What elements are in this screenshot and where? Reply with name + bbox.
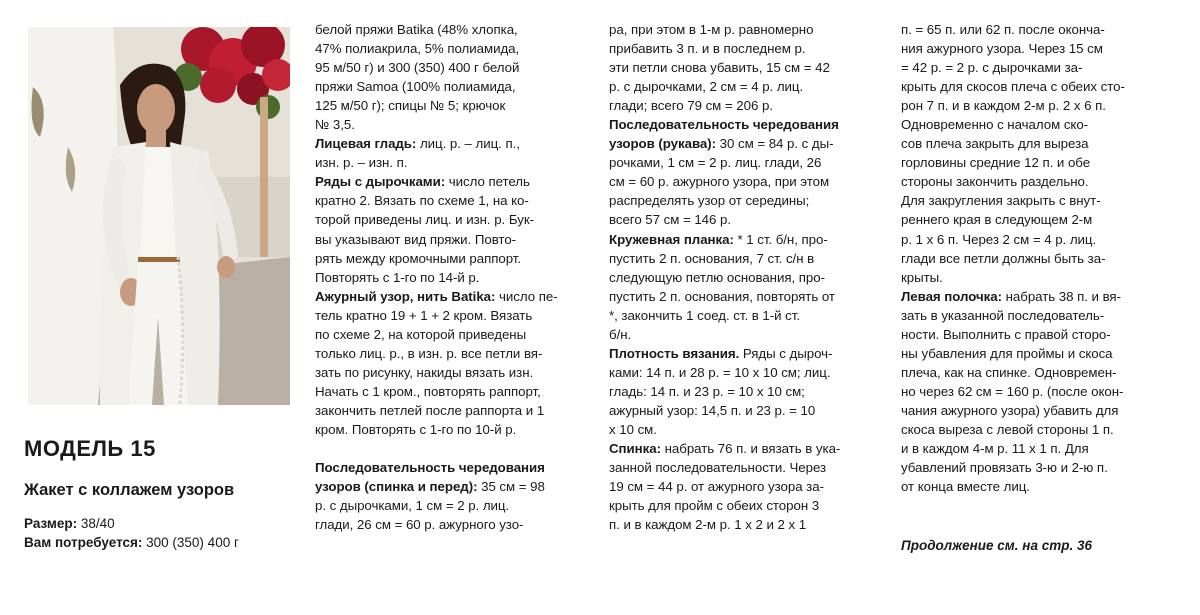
- text-line: [315, 249, 583, 268]
- body-text: ками: 14 п. и 28 р. = 10 х 10 см; лиц.: [609, 364, 831, 380]
- model-title: МОДЕЛЬ 15: [24, 436, 156, 461]
- body-text: эти петли снова убавить, 15 см = 42: [609, 60, 830, 76]
- text-line: [901, 382, 1176, 401]
- text-line: [315, 115, 583, 134]
- text-line: [901, 401, 1176, 420]
- body-text: * 1 ст. б/н, про-: [733, 231, 828, 247]
- text-line: [609, 96, 881, 115]
- body-text: от конца вместе лиц.: [901, 479, 1030, 495]
- text-line: [901, 306, 1176, 325]
- text-line: [315, 134, 583, 153]
- text-line: [609, 268, 881, 287]
- body-text: глади, 26 см = 60 р. ажурного узо-: [315, 517, 524, 533]
- body-text: Начать с 1 кром., повторять раппорт,: [315, 383, 541, 399]
- body-text: только лиц. р., в изн. р. все петли вя-: [315, 345, 543, 361]
- body-text: ажурный узор: 14,5 п. и 23 р. = 10: [609, 402, 816, 418]
- text-line: [315, 458, 583, 477]
- body-text: р. с дырочками, 2 см = 4 р. лиц.: [609, 79, 804, 95]
- body-text: р. 1 х 6 п. Через 2 см = 4 р. лиц.: [901, 231, 1097, 247]
- body-text: следующую петлю основания, про-: [609, 269, 825, 285]
- body-text: плеча, как на спинке. Одновремен-: [901, 364, 1117, 380]
- body-text: Одновременно с началом ско-: [901, 117, 1089, 133]
- body-text: зать по рисунку, накиды вязать изн.: [315, 364, 534, 380]
- photo-illustration: [28, 27, 290, 405]
- text-column-2: [609, 20, 881, 534]
- text-line: [315, 153, 583, 172]
- text-line: [315, 20, 583, 39]
- body-text: закончить петлей после раппорта и 1: [315, 402, 545, 418]
- text-line: [901, 134, 1176, 153]
- body-text: Повторять с 1-го по 14-й р.: [315, 269, 480, 285]
- body-text: крыть для пройм с обеих сторон 3: [609, 498, 820, 514]
- body-text: *, закончить 1 соед. ст. в 1-й ст.: [609, 307, 800, 323]
- text-line: [315, 325, 583, 344]
- text-line: [901, 477, 1176, 496]
- body-text: крыть для скосов плеча с обеих сто-: [901, 79, 1125, 95]
- size-label: Размер:: [24, 516, 78, 531]
- text-line: [901, 420, 1176, 439]
- text-line: [609, 115, 881, 134]
- text-line: [901, 39, 1176, 58]
- text-line: [609, 153, 881, 172]
- text-line: [901, 210, 1176, 229]
- section-heading: Последовательность чередования: [315, 460, 545, 476]
- body-text: сов плеча закрыть для выреза: [901, 136, 1089, 152]
- text-line: [315, 382, 583, 401]
- body-text: п. = 65 п. или 62 п. после оконча-: [901, 22, 1105, 37]
- body-text: 125 м/50 г); спицы № 5; крючок: [315, 98, 506, 114]
- body-text: 30 см = 84 р. с ды-: [716, 136, 834, 152]
- text-line: [901, 230, 1176, 249]
- text-line: [609, 477, 881, 496]
- text-line: [315, 439, 583, 458]
- text-line: [315, 477, 583, 496]
- text-line: [901, 96, 1176, 115]
- text-line: [901, 20, 1176, 39]
- text-line: [315, 496, 583, 515]
- body-text: глади; всего 79 см = 206 р.: [609, 98, 773, 114]
- body-text: 95 м/50 г) и 300 (350) 400 г белой: [315, 60, 520, 76]
- body-text: гладь: 14 п. и 23 р. = 10 х 10 см;: [609, 383, 805, 399]
- body-text: ны убавления для проймы и скоса: [901, 345, 1113, 361]
- section-heading: Кружевная планка:: [609, 231, 734, 247]
- text-line: [609, 344, 881, 363]
- body-text: торой приведены лиц. и изн. р. Бук-: [315, 212, 534, 228]
- section-heading: Лицевая гладь:: [315, 136, 417, 152]
- text-column-1: [315, 20, 583, 534]
- text-line: [315, 306, 583, 325]
- size-value: 38/40: [77, 516, 115, 531]
- body-text: глади все петли должны быть за-: [901, 250, 1106, 266]
- body-text: № 3,5.: [315, 117, 355, 133]
- text-line: [315, 77, 583, 96]
- body-text: пустить 2 п. основания, 7 ст. с/н в: [609, 250, 815, 266]
- model-photo: [28, 27, 290, 405]
- text-line: [609, 496, 881, 515]
- body-text: прибавить 3 п. и в последнем р.: [609, 41, 806, 57]
- body-text: реннего края в следующем 2-м: [901, 212, 1093, 228]
- materials-line: [24, 535, 239, 550]
- text-line: [315, 96, 583, 115]
- body-text: б/н.: [609, 326, 632, 342]
- section-heading: узоров (спинка и перед):: [315, 479, 478, 495]
- text-line: [609, 77, 881, 96]
- section-heading: Ажурный узор, нить Batika:: [315, 288, 496, 304]
- text-line: [901, 115, 1176, 134]
- materials-label: Вам потребуется:: [24, 535, 143, 550]
- text-line: [901, 268, 1176, 287]
- body-text: кратно 2. Вязать по схеме 1, на ко-: [315, 193, 529, 209]
- text-line: [901, 344, 1176, 363]
- text-line: [609, 306, 881, 325]
- body-text: рон 7 п. и в каждом 2-м р. 2 х 6 п.: [901, 98, 1106, 114]
- text-line: [609, 382, 881, 401]
- section-heading: Левая полочка:: [901, 288, 1002, 304]
- text-line: [609, 210, 881, 229]
- body-text: набрать 76 п. и вязать в ука-: [660, 441, 841, 457]
- body-text: крыты.: [901, 269, 943, 285]
- body-text: лиц. р. – лиц. п.,: [416, 136, 520, 152]
- text-line: [315, 515, 583, 534]
- text-line: [609, 515, 881, 534]
- body-text: ния ажурного узора. Через 15 см: [901, 41, 1103, 57]
- section-heading: Спинка:: [609, 441, 661, 457]
- body-text: х 10 см.: [609, 421, 657, 437]
- text-line: [901, 153, 1176, 172]
- text-line: [315, 39, 583, 58]
- body-text: ра, при этом в 1-м р. равномерно: [609, 22, 814, 37]
- body-text: 19 см = 44 р. от ажурного узора за-: [609, 479, 824, 495]
- text-line: [315, 344, 583, 363]
- text-line: [901, 249, 1176, 268]
- text-line: [315, 172, 583, 191]
- text-line: [609, 134, 881, 153]
- body-text: Для закругления закрыть с внут-: [901, 193, 1101, 209]
- text-line: [901, 77, 1176, 96]
- text-line: [901, 287, 1176, 306]
- text-line: [315, 230, 583, 249]
- body-text: 35 см = 98: [477, 479, 545, 495]
- text-line: [315, 401, 583, 420]
- text-line: [609, 325, 881, 344]
- text-line: [609, 363, 881, 382]
- text-line: [315, 58, 583, 77]
- text-line: [609, 191, 881, 210]
- body-text: см = 60 р. ажурного узора, при этом: [609, 174, 830, 190]
- section-heading: узоров (рукава):: [609, 136, 717, 152]
- body-text: по схеме 2, на которой приведены: [315, 326, 527, 342]
- body-text: п. и в каждом 2-м р. 1 х 2 и 2 х 1: [609, 517, 807, 533]
- section-heading: Плотность вязания.: [609, 345, 740, 361]
- text-line: [609, 420, 881, 439]
- body-text: скоса выреза с левой стороны 1 п.: [901, 421, 1114, 437]
- body-text: число петель: [445, 174, 530, 190]
- text-line: [901, 458, 1176, 477]
- body-text: распределять узор от середины;: [609, 193, 810, 209]
- body-text: и в каждом 4-м р. 11 х 1 п. Для: [901, 441, 1089, 457]
- body-text: 47% полиакрила, 5% полиамида,: [315, 41, 520, 57]
- body-text: тель кратно 19 + 1 + 2 кром. Вязать: [315, 307, 533, 323]
- body-text: ности. Выполнить с правой сторо-: [901, 326, 1111, 342]
- text-line: [901, 58, 1176, 77]
- body-text: = 42 р. = 2 р. с дырочками за-: [901, 60, 1083, 76]
- body-text: горловины средние 12 п. и обе: [901, 155, 1091, 171]
- body-text: р. с дырочками, 1 см = 2 р. лиц.: [315, 498, 510, 514]
- text-line: [609, 458, 881, 477]
- body-text: кром. Повторять с 1-го по 10-й р.: [315, 421, 517, 437]
- body-text: стороны закончить раздельно.: [901, 174, 1089, 190]
- body-text: рять между кромочными раппорт.: [315, 250, 521, 266]
- text-line: [609, 249, 881, 268]
- model-subtitle: Жакет с коллажем узоров: [24, 481, 235, 499]
- body-text: чания ажурного узора) убавить для: [901, 402, 1119, 418]
- text-line: [901, 325, 1176, 344]
- size-line: [24, 516, 115, 531]
- body-text: занной последовательности. Через: [609, 460, 827, 476]
- text-line: [901, 363, 1176, 382]
- text-line: [901, 172, 1176, 191]
- text-line: [609, 20, 881, 39]
- body-text: но через 62 см = 160 р. (после окон-: [901, 383, 1124, 399]
- text-line: [609, 230, 881, 249]
- text-line: [609, 401, 881, 420]
- text-line: [315, 363, 583, 382]
- text-line: [609, 58, 881, 77]
- continued-note: Продолжение см. на стр. 36: [901, 538, 1092, 553]
- body-text: изн. р. – изн. п.: [315, 155, 408, 171]
- text-line: [315, 210, 583, 229]
- text-line: [609, 39, 881, 58]
- section-heading: Последовательность чередования: [609, 117, 839, 133]
- text-line: [609, 439, 881, 458]
- body-text: рочками, 1 см = 2 р. лиц. глади, 26: [609, 155, 822, 171]
- body-text: набрать 38 п. и вя-: [1001, 288, 1121, 304]
- materials-value: 300 (350) 400 г: [142, 535, 239, 550]
- body-text: вы указывают вид пряжи. Повто-: [315, 231, 517, 247]
- text-line: [315, 420, 583, 439]
- text-column-3: [901, 20, 1176, 496]
- body-text: убавлений провязать 3-ю и 2-ю п.: [901, 460, 1108, 476]
- text-line: [901, 191, 1176, 210]
- body-text: пустить 2 п. основания, повторять от: [609, 288, 835, 304]
- body-text: число пе-: [495, 288, 558, 304]
- text-line: [609, 287, 881, 306]
- text-line: [315, 191, 583, 210]
- text-line: [901, 439, 1176, 458]
- text-line: [315, 268, 583, 287]
- section-heading: Ряды с дырочками:: [315, 174, 446, 190]
- body-text: пряжи Samoa (100% полиамида,: [315, 79, 516, 95]
- body-text: белой пряжи Batika (48% хлопка,: [315, 22, 518, 37]
- body-text: зать в указанной последователь-: [901, 307, 1105, 323]
- text-line: [315, 287, 583, 306]
- body-text: Ряды с дыроч-: [739, 345, 833, 361]
- body-text: всего 57 см = 146 р.: [609, 212, 732, 228]
- text-line: [609, 172, 881, 191]
